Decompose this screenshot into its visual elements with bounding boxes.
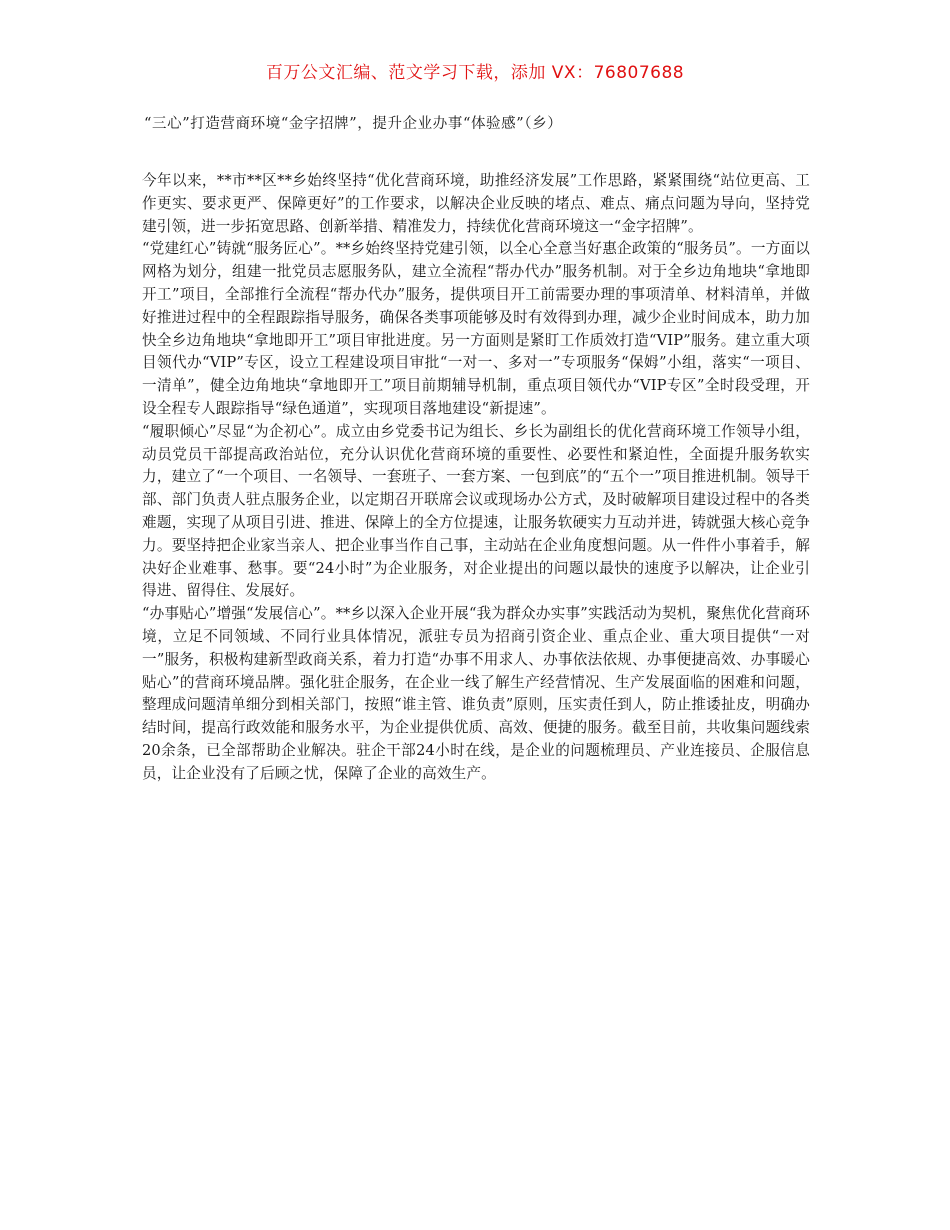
paragraph-service: “办事贴心”增强“发展信心”。**乡以深入企业开展“我为群众办实事”实践活动为契机，聚焦优化营商环境，立足不同领域、不同行业具体情况，派驻专员为招商引资企业、重点企业、重大项目提供“一对一”服务，积极构建新型政商关系，着力打造“办事不用求人、办事依法依规、办事便捷高效、办事暖心贴心”的营商环境品牌。强化驻企服务，在企业一线了解生产经营情况、生产发展面临的困难和问题，整理成问题清单细分到相关部门，按照“谁主管、谁负责”原则，压实责任到人，防止推诿扯皮，明确办结时间，提高行政效能和服务水平，为企业提供优质、高效、便捷的服务。截至目前，共收集问题线索20余条，已全部帮助企业解决。驻企干部24小时在线，是企业的问题梳理员、产业连接员、企服信息员，让企业没有了后顾之忧，保障了企业的高效生产。 xyxy=(142,605,810,782)
watermark-header: 百万公文汇编、范文学习下载，添加 VX：76807688 xyxy=(265,63,685,83)
document-title: “三心”打造营商环境“金字招牌”，提升企业办事“体验感”（乡） xyxy=(144,116,563,132)
paragraph-party-building: “党建红心”铸就“服务匠心”。**乡始终坚持党建引领，以全心全意当好惠企政策的“服务员”。一方面以网格为划分，组建一批党员志愿服务队，建立全流程“帮办代办”服务机制。对于全乡边角地块“拿地即开工”项目，全部推行全流程“帮办代办”服务，提供项目开工前需要办理的事项清单、材料清单，并做好推进过程中的全程跟踪指导服务，确保各类事项能够及时有效得到办理，减少企业时间成本，助力加快全乡边角地块“拿地即开工”项目审批进度。另一方面则是紧盯工作质效打造“VIP”服务。建立重大项目领代办“VIP”专区，设立工程建设项目审批“一对一、多对一”专项服务“保姆”小组，落实“一项目、一清单”，健全边角地块“拿地即开工”项目前期辅导机制，重点项目领代办“VIP专区”全时段受理，开设全程专人跟踪指导“绿色通道”，实现项目落地建设“新提速”。 xyxy=(142,240,810,417)
document-body xyxy=(142,170,810,786)
paragraph-duty: “履职倾心”尽显“为企初心”。成立由乡党委书记为组长、乡长为副组长的优化营商环境工作领导小组，动员党员干部提高政治站位，充分认识优化营商环境的重要性、必要性和紧迫性，全面提升服务软实力，建立了“一个项目、一名领导、一套班子、一套方案、一包到底”的“五个一”项目推进机制。领导干部、部门负责人驻点服务企业，以定期召开联席会议或现场办公方式，及时破解项目建设过程中的各类难题，实现了从项目引进、推进、保障上的全方位提速，让服务软硬实力互动并进，铸就强大核心竞争力。要坚持把企业家当亲人、把企业事当作自己事，主动站在企业角度想问题。从一件件小事着手，解决好企业难事、愁事。要“24小时”为企业服务，对企业提出的问题以最快的速度予以解决，让企业引得进、留得住、发展好。 xyxy=(142,422,810,600)
paragraph-intro: 今年以来，**市**区**乡始终坚持“优化营商环境，助推经济发展”工作思路，紧紧围绕“站位更高、工作更实、要求更严、保障更好”的工作要求，以解决企业反映的堵点、难点、痛点问题为导向，坚持党建引领，进一步拓宽思路、创新举措、精准发力，持续优化营商环境这一“金字招牌”。 xyxy=(142,172,810,235)
